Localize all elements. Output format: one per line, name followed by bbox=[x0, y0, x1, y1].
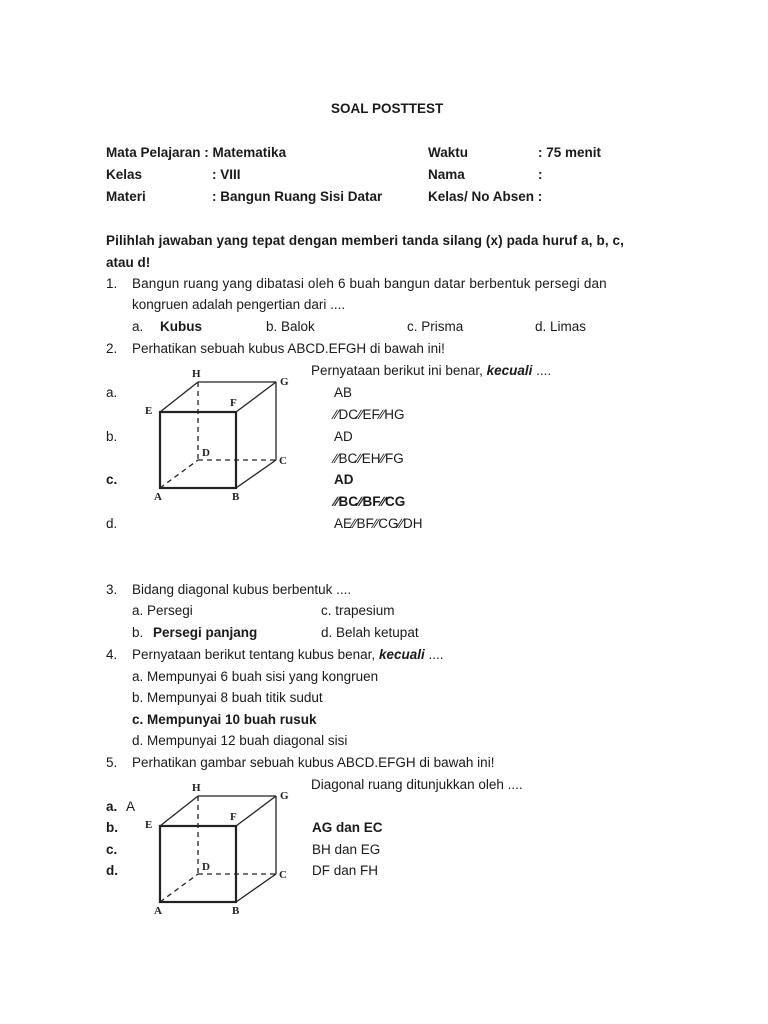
cube-edge-ad bbox=[160, 874, 198, 902]
waktu-label: Waktu bbox=[428, 145, 468, 160]
q1-text-1: Bangun ruang yang dibatasi oleh 6 buah bangun datar berbentuk persegi dan bbox=[132, 276, 607, 291]
q2-option-a-1: AB bbox=[334, 385, 353, 400]
q1-option-a: Kubus bbox=[160, 319, 202, 334]
cube-label-e: E bbox=[145, 819, 153, 831]
q1-number: 1. bbox=[106, 276, 118, 291]
kelas-value: : VIII bbox=[212, 167, 241, 182]
q2-number: 2. bbox=[106, 341, 118, 356]
q5-statement: Diagonal ruang ditunjukkan oleh .... bbox=[311, 777, 523, 792]
cube-label-b: B bbox=[232, 491, 240, 502]
q1-option-d: d. Limas bbox=[535, 319, 587, 334]
q1-option-c: c. Prisma bbox=[407, 319, 464, 334]
mapel-label: Mata Pelajaran : Matematika bbox=[106, 145, 287, 160]
q5-option-a-letter: a. bbox=[106, 799, 118, 814]
nama-label: Nama bbox=[428, 167, 465, 182]
q2-option-b-letter: b. bbox=[106, 429, 118, 444]
materi-value: : Bangun Ruang Sisi Datar bbox=[212, 189, 383, 204]
cube-label-f: F bbox=[230, 811, 237, 823]
cube-label-h: H bbox=[192, 782, 201, 794]
q2-option-c-letter: c. bbox=[106, 472, 118, 487]
q3-option-b-letter: b. bbox=[132, 625, 144, 640]
cube-label-f: F bbox=[230, 397, 237, 409]
q4-number: 4. bbox=[106, 647, 118, 662]
q3-option-c: c. trapesium bbox=[321, 603, 395, 618]
q2-option-b-1: AD bbox=[334, 429, 353, 444]
q5-option-d: DF dan FH bbox=[312, 863, 379, 878]
q4-text: Pernyataan berikut tentang kubus benar, kecuali .... bbox=[132, 647, 444, 662]
q2-option-b-2: ∕∕BC∕∕EH∕∕FG bbox=[334, 451, 404, 466]
cube-label-c: C bbox=[279, 455, 287, 467]
cube-edge-fg bbox=[236, 796, 276, 826]
q3-option-d: d. Belah ketupat bbox=[321, 625, 419, 640]
cube-edge-bc bbox=[236, 460, 276, 488]
nama-value: : bbox=[538, 167, 543, 182]
q1-text-2: kongruen adalah pengertian dari .... bbox=[132, 297, 346, 312]
q5-number: 5. bbox=[106, 755, 118, 770]
cube-label-d: D bbox=[202, 861, 210, 873]
q5-option-a: A bbox=[126, 799, 136, 814]
page-title: SOAL POSTTEST bbox=[331, 101, 444, 116]
cube-edge-ad bbox=[160, 460, 198, 488]
materi-label: Materi bbox=[106, 189, 146, 204]
cube-label-e: E bbox=[145, 405, 153, 417]
q5-option-c-letter: c. bbox=[106, 842, 118, 857]
q1-option-b: b. Balok bbox=[266, 319, 315, 334]
cube-edge-bc bbox=[236, 874, 276, 902]
q2-option-d-letter: d. bbox=[106, 516, 118, 531]
cube-label-g: G bbox=[280, 376, 289, 388]
instruction-line-2: atau d! bbox=[106, 255, 151, 270]
q5-option-d-letter: d. bbox=[106, 863, 118, 878]
q2-option-c-2: ∕∕BC∕∕BF∕∕CG bbox=[334, 494, 406, 509]
q4-option-a: a. Mempunyai 6 buah sisi yang kongruen bbox=[132, 669, 379, 684]
q4-option-b: b. Mempunyai 8 buah titik sudut bbox=[132, 690, 323, 705]
q5-option-b: AG dan EC bbox=[312, 820, 383, 835]
cube-diagram-1 bbox=[140, 362, 300, 502]
kelas-label: Kelas bbox=[106, 167, 143, 182]
cube-edge-eh bbox=[160, 382, 198, 412]
q4-option-c: c. Mempunyai 10 buah rusuk bbox=[132, 712, 317, 727]
cube-label-h: H bbox=[192, 368, 201, 380]
q3-number: 3. bbox=[106, 582, 118, 597]
cube-edge-fg bbox=[236, 382, 276, 412]
cube-label-a: A bbox=[154, 491, 162, 502]
cube-label-a: A bbox=[154, 905, 162, 916]
q2-option-a-letter: a. bbox=[106, 385, 118, 400]
q5-option-c: BH dan EG bbox=[312, 842, 381, 857]
cube-label-b: B bbox=[232, 905, 240, 916]
q1-option-a-letter: a. bbox=[132, 319, 144, 334]
q2-option-d-1: AE∕∕BF∕∕CG∕∕DH bbox=[334, 516, 423, 531]
q2-option-c-1: AD bbox=[334, 472, 354, 487]
cube-label-g: G bbox=[280, 790, 289, 802]
waktu-value: : 75 menit bbox=[538, 145, 602, 160]
q4-option-d: d. Mempunyai 12 buah diagonal sisi bbox=[132, 733, 348, 748]
q2-statement: Pernyataan berikut ini benar, kecuali .... bbox=[311, 363, 552, 378]
q3-text: Bidang diagonal kubus berbentuk .... bbox=[132, 582, 352, 597]
q3-option-b: Persegi panjang bbox=[153, 625, 258, 640]
q3-option-a: a. Persegi bbox=[132, 603, 193, 618]
q5-option-b-letter: b. bbox=[106, 820, 118, 835]
q2-option-a-2: ∕∕DC∕∕EF∕∕HG bbox=[334, 407, 405, 422]
cube-edge-eh bbox=[160, 796, 198, 826]
cube-label-c: C bbox=[279, 869, 287, 881]
cube-label-d: D bbox=[202, 447, 210, 459]
absen-label: Kelas/ No Absen : bbox=[428, 189, 543, 204]
cube-diagram-2 bbox=[140, 776, 300, 916]
q2-text: Perhatikan sebuah kubus ABCD.EFGH di bawah ini! bbox=[132, 341, 445, 356]
instruction-line-1: Pilihlah jawaban yang tepat dengan memberi tanda silang (x) pada huruf a, b, c, bbox=[106, 233, 624, 248]
q5-text: Perhatikan gambar sebuah kubus ABCD.EFGH di bawah ini! bbox=[132, 755, 495, 770]
